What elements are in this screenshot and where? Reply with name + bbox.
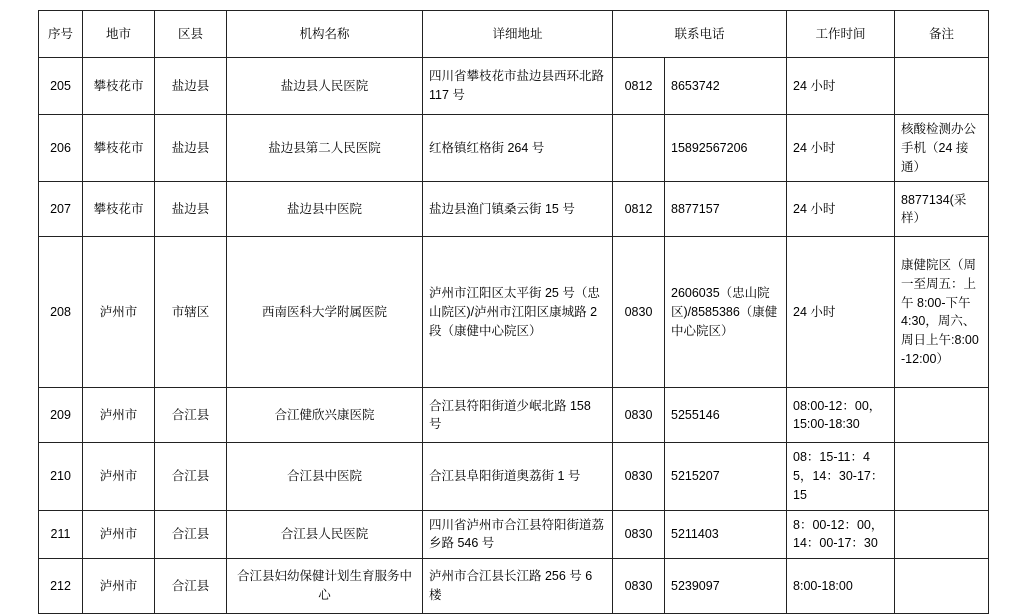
- cell-name: 合江健欣兴康医院: [227, 388, 423, 443]
- table-row: [39, 115, 989, 182]
- table-header-row: [39, 11, 989, 58]
- cell-phone: 5239097: [665, 559, 787, 614]
- table-row: [39, 443, 989, 510]
- cell-city: 泸州市: [83, 237, 155, 388]
- cell-city: 泸州市: [83, 559, 155, 614]
- table-row: [39, 559, 989, 614]
- cell-phone: 15892567206: [665, 115, 787, 182]
- cell-hours: 08:00-12：00，15:00-18:30: [787, 388, 895, 443]
- cell-remark: 8877134(采样）: [895, 182, 989, 237]
- cell-city: 泸州市: [83, 510, 155, 559]
- cell-hours: 8:00-18:00: [787, 559, 895, 614]
- cell-address: 四川省泸州市合江县符阳街道荔乡路 546 号: [423, 510, 613, 559]
- cell-city: 攀枝花市: [83, 58, 155, 115]
- cell-hours: 08：15-11：45，14：30-17：15: [787, 443, 895, 510]
- cell-area-code: [613, 115, 665, 182]
- cell-remark: [895, 510, 989, 559]
- cell-remark: [895, 443, 989, 510]
- table-row: [39, 182, 989, 237]
- cell-address: 盐边县渔门镇桑云街 15 号: [423, 182, 613, 237]
- cell-no: 205: [39, 58, 83, 115]
- cell-name: 盐边县人民医院: [227, 58, 423, 115]
- cell-area-code: 0812: [613, 58, 665, 115]
- cell-phone: 2606035（忠山院区)/8585386（康健中心院区）: [665, 237, 787, 388]
- cell-city: 攀枝花市: [83, 115, 155, 182]
- cell-district: 合江县: [155, 443, 227, 510]
- cell-phone: 8653742: [665, 58, 787, 115]
- cell-area-code: 0830: [613, 388, 665, 443]
- header-hours: 工作时间: [787, 11, 895, 58]
- cell-district: 合江县: [155, 388, 227, 443]
- cell-district: 盐边县: [155, 182, 227, 237]
- cell-no: 210: [39, 443, 83, 510]
- cell-address: 泸州市江阳区太平街 25 号（忠山院区)/泸州市江阳区康城路 2 段（康健中心院区）: [423, 237, 613, 388]
- cell-name: 盐边县中医院: [227, 182, 423, 237]
- header-no: 序号: [39, 11, 83, 58]
- cell-name: 合江县中医院: [227, 443, 423, 510]
- table-row: [39, 388, 989, 443]
- cell-hours: 24 小时: [787, 58, 895, 115]
- cell-city: 泸州市: [83, 388, 155, 443]
- cell-remark: [895, 388, 989, 443]
- cell-no: 206: [39, 115, 83, 182]
- cell-address: 合江县阜阳街道奥荔街 1 号: [423, 443, 613, 510]
- header-phone: 联系电话: [613, 11, 787, 58]
- cell-phone: 5211403: [665, 510, 787, 559]
- cell-phone: 5255146: [665, 388, 787, 443]
- cell-area-code: 0830: [613, 559, 665, 614]
- cell-name: 合江县人民医院: [227, 510, 423, 559]
- header-district: 区县: [155, 11, 227, 58]
- header-city: 地市: [83, 11, 155, 58]
- cell-no: 211: [39, 510, 83, 559]
- table-row: [39, 58, 989, 115]
- cell-hours: 24 小时: [787, 115, 895, 182]
- cell-remark: 康健院区（周一至周五：上午 8:00-下午 4:30，周六、周日上午:8:00-12:00）: [895, 237, 989, 388]
- cell-no: 207: [39, 182, 83, 237]
- cell-district: 市辖区: [155, 237, 227, 388]
- table-header: [39, 11, 989, 58]
- cell-phone: 5215207: [665, 443, 787, 510]
- cell-district: 合江县: [155, 559, 227, 614]
- cell-hours: 24 小时: [787, 182, 895, 237]
- cell-area-code: 0830: [613, 443, 665, 510]
- cell-address: 红格镇红格街 264 号: [423, 115, 613, 182]
- cell-city: 泸州市: [83, 443, 155, 510]
- cell-area-code: 0830: [613, 237, 665, 388]
- cell-area-code: 0812: [613, 182, 665, 237]
- cell-address: 合江县符阳街道少岷北路 158 号: [423, 388, 613, 443]
- header-address: 详细地址: [423, 11, 613, 58]
- header-name: 机构名称: [227, 11, 423, 58]
- cell-district: 盐边县: [155, 58, 227, 115]
- cell-address: 四川省攀枝花市盐边县西环北路 117 号: [423, 58, 613, 115]
- cell-no: 208: [39, 237, 83, 388]
- cell-area-code: 0830: [613, 510, 665, 559]
- table-body: [39, 58, 989, 614]
- cell-remark: [895, 58, 989, 115]
- cell-no: 209: [39, 388, 83, 443]
- cell-remark: [895, 559, 989, 614]
- header-remark: 备注: [895, 11, 989, 58]
- cell-city: 攀枝花市: [83, 182, 155, 237]
- institution-table: [38, 10, 989, 614]
- cell-phone: 8877157: [665, 182, 787, 237]
- cell-no: 212: [39, 559, 83, 614]
- table-row: [39, 510, 989, 559]
- cell-hours: 8：00-12：00，14：00-17：30: [787, 510, 895, 559]
- cell-address: 泸州市合江县长江路 256 号 6 楼: [423, 559, 613, 614]
- cell-name: 西南医科大学附属医院: [227, 237, 423, 388]
- cell-district: 盐边县: [155, 115, 227, 182]
- cell-remark: 核酸检测办公手机（24 接通）: [895, 115, 989, 182]
- cell-name: 盐边县第二人民医院: [227, 115, 423, 182]
- cell-hours: 24 小时: [787, 237, 895, 388]
- cell-district: 合江县: [155, 510, 227, 559]
- table-row: [39, 237, 989, 388]
- cell-name: 合江县妇幼保健计划生育服务中心: [227, 559, 423, 614]
